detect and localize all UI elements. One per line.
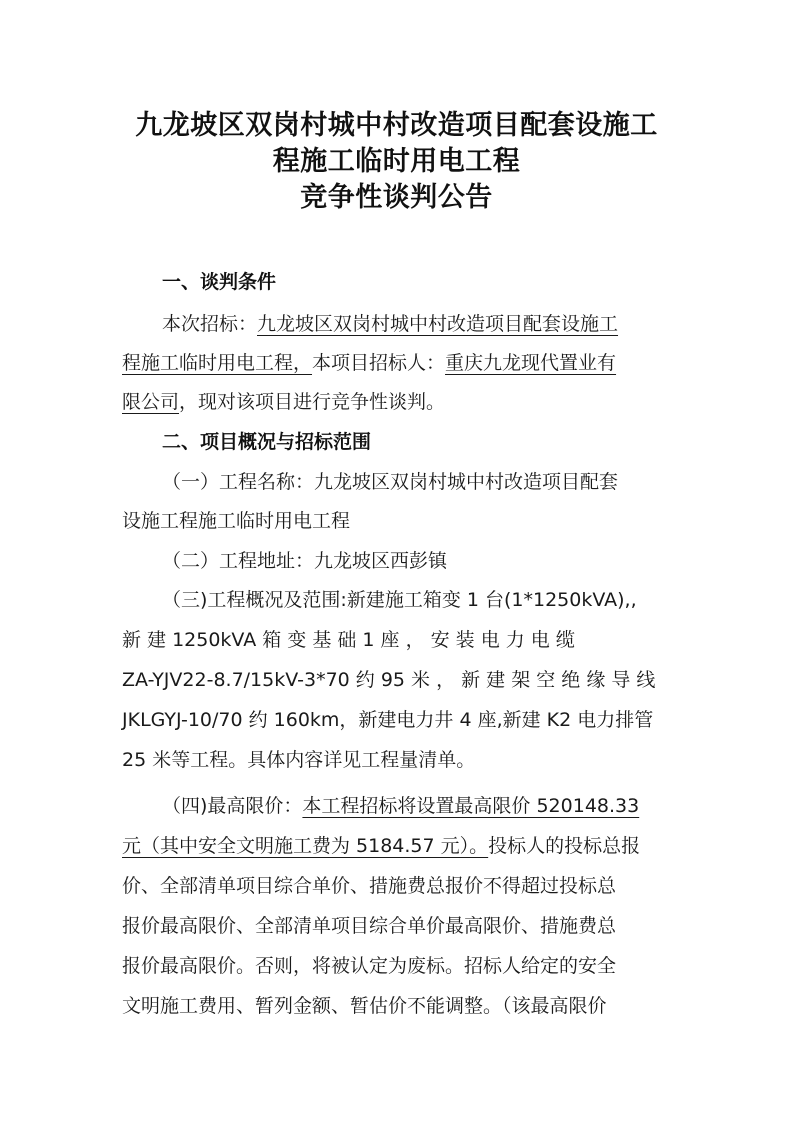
paragraph-line: 设施工程施工临时用电工程	[122, 510, 351, 532]
text-span: ，现对该项目进行竞争性谈判。	[179, 391, 446, 413]
document-title-line-1: 九龙坡区双岗村城中村改造项目配套设施工	[135, 110, 658, 141]
paragraph-line	[162, 310, 674, 338]
paragraph-line	[122, 832, 674, 860]
paragraph-line: （三)工程概况及范围:新建施工箱变 1 台(1*1250kVA),,	[162, 589, 637, 611]
document-title-line-2: 程施工临时用电工程	[272, 146, 521, 177]
paragraph-line: 报价最高限价、全部清单项目综合单价最高限价、措施费总	[122, 915, 617, 937]
document-title-line-3: 竞争性谈判公告	[300, 182, 493, 213]
section-heading-overview: 二、项目概况与招标范围	[162, 431, 372, 453]
underlined-tenderer-name: 重庆九龙现代置业有	[445, 352, 617, 374]
underlined-project-name: 九龙坡区双岗村城中村改造项目配套设施工	[257, 313, 619, 335]
paragraph-line: 报价最高限价。否则，将被认定为废标。招标人给定的安全	[122, 955, 617, 977]
paragraph-line: JKLGYJ-10/70 约 160km，新建电力井 4 座,新建 K2 电力排管	[122, 709, 654, 731]
paragraph-line	[162, 792, 674, 820]
text-span: （四)最高限价：	[162, 795, 303, 817]
paragraph-line: ZA-YJV22-8.7/15kV-3*70 约 95 米 ， 新 建 架 空 绝 缘 导 线	[122, 669, 656, 691]
paragraph-line: （一）工程名称：九龙坡区双岗村城中村改造项目配套	[162, 471, 619, 493]
underlined-tenderer-name-cont: 限公司	[122, 391, 180, 413]
paragraph-line: 新 建 1250kVA 箱 变 基 础 1 座 ， 安 装 电 力 电 缆	[122, 629, 575, 651]
paragraph-line: 25 米等工程。具体内容详见工程量清单。	[122, 749, 476, 771]
paragraph-line: 价、全部清单项目综合单价、措施费总报价不得超过投标总	[122, 875, 617, 897]
paragraph-line: 文明施工费用、暂列金额、暂估价不能调整。（该最高限价	[122, 995, 607, 1017]
underlined-max-price: 本工程招标将设置最高限价 520148.33	[302, 795, 640, 817]
text-span: 本项目招标人：	[312, 352, 446, 374]
paragraph-line	[122, 388, 674, 416]
text-span: 投标人的投标总报	[488, 835, 641, 857]
text-span: 本次招标：	[162, 313, 258, 335]
paragraph-line: （二）工程地址：九龙坡区西彭镇	[162, 550, 448, 572]
section-heading-conditions: 一、谈判条件	[162, 271, 277, 293]
underlined-project-name-cont: 程施工临时用电工程，	[122, 352, 313, 374]
paragraph-line	[122, 349, 674, 377]
underlined-safety-fee: 元（其中安全文明施工费为 5184.57 元）。	[122, 835, 489, 857]
